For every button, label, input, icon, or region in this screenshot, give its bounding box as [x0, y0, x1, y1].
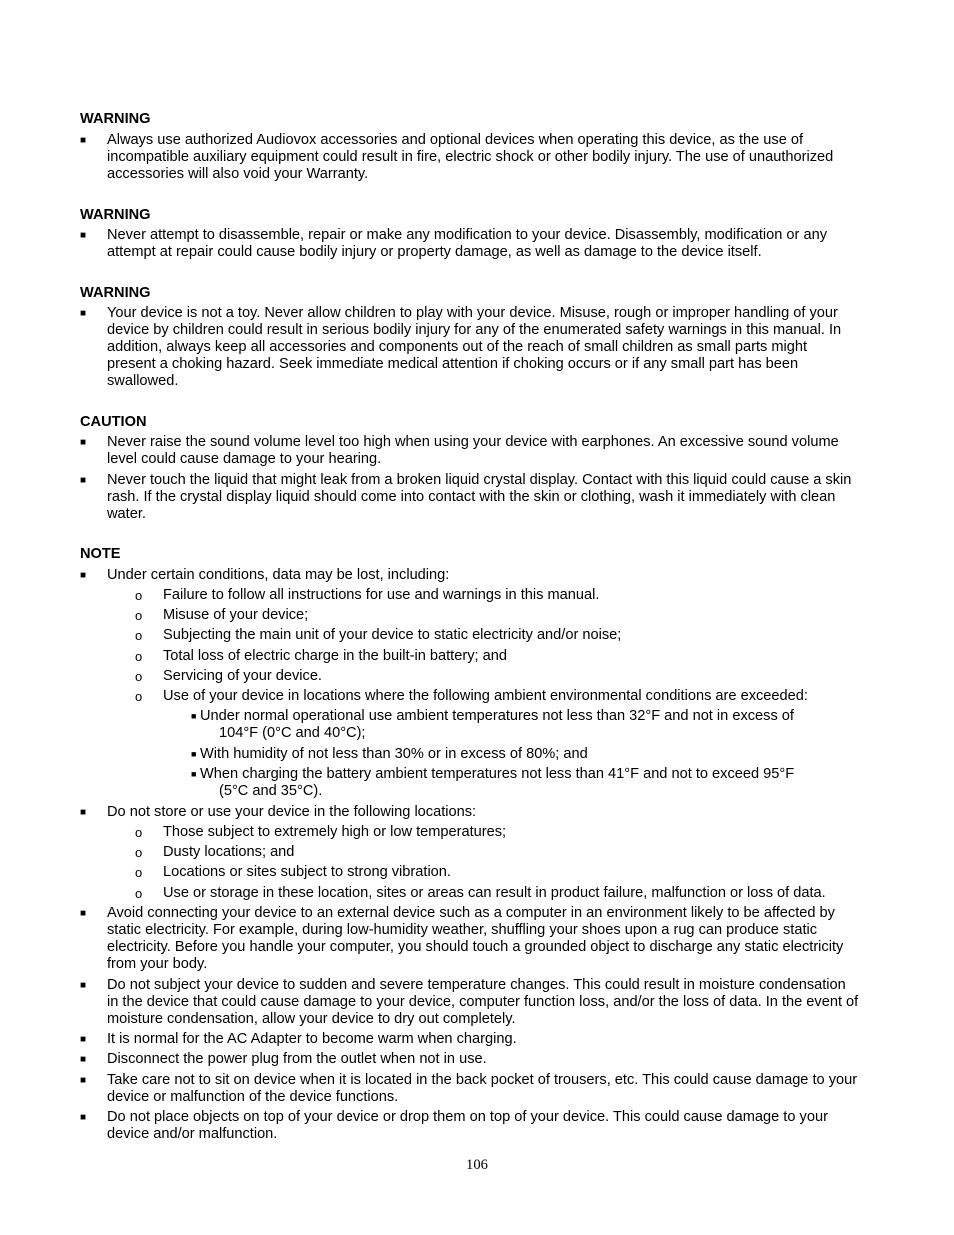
page-number: 106: [466, 1157, 488, 1173]
note-item: Do not place objects on top of your device or drop them on top of your device. This could cause damage to your device and/or malfunction.: [107, 1109, 828, 1142]
bullet-icon: ■: [80, 908, 87, 919]
square-bullet-icon: ■: [191, 711, 197, 721]
warning-2-item: Never attempt to disassemble, repair or make any modification to your device. Disassembly, modification or any attempt at repair could cause bodily injury or property damage, as well as damage to the device itself.: [107, 227, 827, 260]
bullet-icon: ■: [80, 308, 87, 319]
circle-bullet-icon: o: [135, 588, 143, 603]
bullet-icon: ■: [80, 570, 87, 581]
note-item: It is normal for the AC Adapter to become warm when charging.: [107, 1031, 517, 1047]
condition-line-cont: (5°C and 35°C).: [219, 783, 323, 799]
condition-line: With humidity of not less than 30% or in excess of 80%; and: [200, 746, 588, 762]
bullet-icon: ■: [80, 1075, 87, 1086]
data-loss-intro: Under certain conditions, data may be lost, including:: [107, 567, 450, 583]
section-heading-caution: CAUTION: [80, 414, 147, 430]
warning-3-item: Your device is not a toy. Never allow children to play with your device. Misuse, rough or improper handling of your device by children could result in serious bodily injury for any of the enumerated safety warnings in this manual. In addition, always keep all accessories and components out of the reach of small children as small parts might present a choking hazard. Seek immediate medical attention if choking occurs or if any small part has been swallowed.: [107, 305, 842, 389]
data-loss-item: Misuse of your device;: [163, 607, 309, 623]
bullet-icon: ■: [80, 1054, 87, 1065]
section-heading-warning-3: WARNING: [80, 285, 151, 301]
data-loss-item: Failure to follow all instructions for use and warnings in this manual.: [163, 587, 600, 603]
section-heading-warning-2: WARNING: [80, 207, 151, 223]
square-bullet-icon: ■: [191, 749, 197, 759]
bullet-icon: ■: [80, 135, 87, 146]
storage-intro: Do not store or use your device in the following locations:: [107, 804, 477, 820]
data-loss-item: Servicing of your device.: [163, 668, 322, 684]
note-item: Do not subject your device to sudden and severe temperature changes. This could result in moisture condensation in the device that could cause damage to your device, computer function loss, and/or the loss of data. In the event of moisture condensation, allow your device to dry out completely.: [107, 977, 859, 1027]
bullet-icon: ■: [80, 807, 87, 818]
storage-item: Use or storage in these location, sites or areas can result in product failure, malfunction or loss of data.: [163, 885, 826, 901]
bullet-icon: ■: [80, 980, 87, 991]
condition-line: Under normal operational use ambient temperatures not less than 32°F and not in excess of: [200, 708, 794, 724]
data-loss-item: Subjecting the main unit of your device to static electricity and/or noise;: [163, 627, 622, 643]
data-loss-item: Use of your device in locations where the following ambient environmental conditions are exceeded:: [163, 688, 808, 704]
square-bullet-icon: ■: [191, 769, 197, 779]
circle-bullet-icon: o: [135, 886, 143, 901]
storage-item: Locations or sites subject to strong vibration.: [163, 864, 451, 880]
bullet-icon: ■: [80, 437, 87, 448]
bullet-icon: ■: [80, 1034, 87, 1045]
caution-item-1: Never raise the sound volume level too high when using your device with earphones. An excessive sound volume level could cause damage to your hearing.: [107, 434, 839, 467]
data-loss-item: Total loss of electric charge in the built-in battery; and: [163, 648, 507, 664]
circle-bullet-icon: o: [135, 649, 143, 664]
note-item: Avoid connecting your device to an external device such as a computer in an environment likely to be affected by static electricity. For example, during low-humidity weather, shuffling your shoes upon a rug can produce static electricity. Before you handle your computer, you should touch a grounded object to discharge any static electricity from your body.: [107, 905, 844, 972]
bullet-icon: ■: [80, 1112, 87, 1123]
circle-bullet-icon: o: [135, 608, 143, 623]
circle-bullet-icon: o: [135, 689, 143, 704]
section-heading-note: NOTE: [80, 546, 121, 562]
bullet-icon: ■: [80, 230, 87, 241]
note-item: Disconnect the power plug from the outlet when not in use.: [107, 1051, 487, 1067]
condition-line: When charging the battery ambient temperatures not less than 41°F and not to exceed 95°F: [200, 766, 795, 782]
circle-bullet-icon: o: [135, 865, 143, 880]
circle-bullet-icon: o: [135, 669, 143, 684]
storage-item: Dusty locations; and: [163, 844, 295, 860]
circle-bullet-icon: o: [135, 845, 143, 860]
note-item: Take care not to sit on device when it is located in the back pocket of trousers, etc. This could cause damage to your device or malfunction of the device functions.: [107, 1072, 858, 1105]
warning-1-item: Always use authorized Audiovox accessories and optional devices when operating this device, as the use of incompatible auxiliary equipment could result in fire, electric shock or other bodily injury. The use of unauthorized accessories will also void your Warranty.: [107, 132, 834, 182]
circle-bullet-icon: o: [135, 825, 143, 840]
bullet-icon: ■: [80, 475, 87, 486]
condition-line-cont: 104°F (0°C and 40°C);: [219, 725, 366, 741]
caution-item-2: Never touch the liquid that might leak from a broken liquid crystal display. Contact with this liquid could cause a skin rash. If the crystal display liquid should come into contact with the skin or clothing, wash it immediately with clean water.: [107, 472, 852, 522]
circle-bullet-icon: o: [135, 628, 143, 643]
storage-item: Those subject to extremely high or low temperatures;: [163, 824, 507, 840]
section-heading-warning-1: WARNING: [80, 111, 151, 127]
